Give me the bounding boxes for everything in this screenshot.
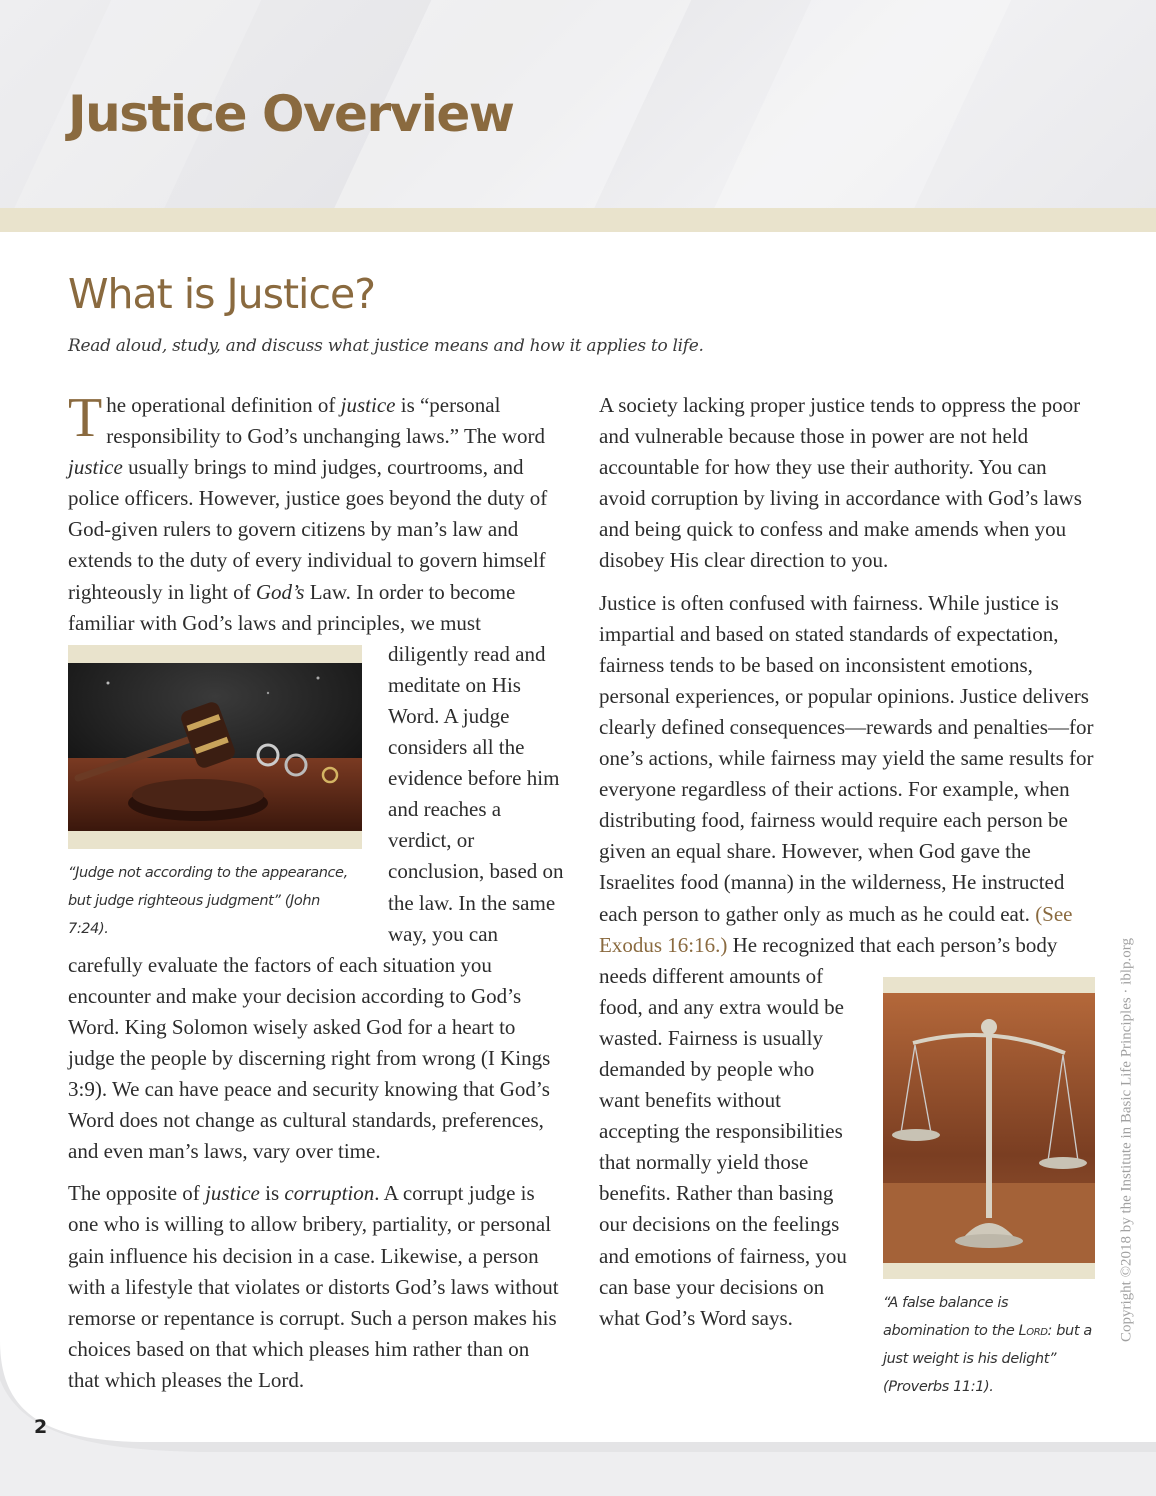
section-title: What is Justice?: [68, 270, 375, 318]
text-run: is “personal responsibility to God’s unchanging laws.” The word: [106, 393, 546, 449]
text-run: Law. In order to become familiar with God’s laws and principles, we: [68, 579, 516, 635]
emphasis: justice: [205, 1181, 260, 1206]
emphasis: corruption: [284, 1181, 375, 1206]
text-run: he operational definition of: [106, 393, 341, 417]
scripture-reference: (See Exodus 16:16.): [599, 901, 1073, 957]
gavel-image: [68, 663, 362, 831]
text-run: Justice is often confused with fairness. While justice is impartial and based on stated standards of expectation, fairness tends to be based on inconsistent emotions, personal experiences, or popular opinions. Justice delivers clearly defined consequences—rewards and penalties—for one’s actions, while fairness may yield the same results for everyone regardless of their actions. For example, when distributing food, fairness would require each person be given an equal share. However, when God gave the Israelites food (manna) in the wilderness, He instructed each person to gather only as much as he could eat.: [599, 590, 1094, 926]
footer-swoosh: [0, 1340, 1156, 1496]
text-run: Lord: [1018, 1322, 1048, 1339]
text-run: The opposite of: [68, 1181, 206, 1206]
paragraph: [68, 387, 565, 1167]
paragraph: [599, 588, 1095, 1395]
emphasis: justice: [340, 393, 396, 417]
section-subtitle: Read aloud, study, and discuss what justice means and how it applies to life.: [68, 336, 704, 356]
text-run: is: [259, 1181, 285, 1206]
text-run: usually brings to mind judges, courtrooms, and police officers. However, justice goes beyond the duty of God-given rulers to govern citizens by man’s law and extends to the duty of every individual to govern himself righteously in light of: [68, 455, 548, 604]
text-run: : but a just weight is his delight” (Proverbs 11:1).: [883, 1322, 1092, 1395]
page-number: 2: [34, 1416, 48, 1438]
header-facet: [690, 0, 1030, 208]
text-run: He recognized that each: [727, 932, 941, 957]
emphasis: God’s: [255, 579, 305, 604]
header-band: [0, 208, 1156, 232]
right-column: [599, 390, 1095, 1405]
gavel-figure: [68, 645, 362, 943]
text-run: . A corrupt judge is one who is willing to allow bribery, partiality, or personal gain influence his decision in a case. Likewise, a person with a lifestyle that violates or distorts God’s laws without remorse or repentance is corrupt. Such a person makes his choices based on that which pleases him rather than on that which pleases the Lord.: [68, 1181, 559, 1392]
image-frame: [68, 645, 362, 849]
figure-caption: “Judge not according to the appearance, but judge righteous judgment” (John 7:24).: [68, 864, 348, 937]
left-column: [68, 387, 565, 1407]
text-run: must diligently read and meditate on His Word. A judge considers all the evidence before him and reaches a verdict, or conclusion, based on the law. In the same way, you can carefully evaluate the factors of each situation you encounter and make your decision according to God’s Word. King Solomon wisely asked God for a heart to judge the people by discerning right from wrong (I Kings 3:9). We can have peace and security knowing that God’s Word does not change as cultural standards, preferences, and even man’s laws, vary over time.: [68, 610, 564, 1164]
scales-figure: [883, 977, 1095, 1401]
paragraph: A society lacking proper justice tends to oppress the poor and vulnerable because those in power are not held accountable for how they use their authority. You can avoid corruption by living in accordance with God’s laws and being quick to confess and make amends when you disobey His clear direction to you.: [599, 393, 1082, 573]
emphasis: justice: [68, 455, 123, 480]
text-run: “A false balance is abomination to the: [883, 1294, 1019, 1339]
page-title: Justice Overview: [68, 85, 514, 143]
copyright-notice: Copyright ©2018 by the Institute in Basic Life Principles · iblp.org: [1118, 938, 1135, 1342]
drop-cap: T: [68, 387, 103, 449]
image-frame: [883, 977, 1095, 1279]
scales-image: [883, 993, 1095, 1263]
text-run: person’s body needs different amounts of food, and any extra would be wasted. Fairness is usually demanded by people who want benefits without accepting the responsibilities that normally yield those benefits. Rather than basing our decisions on the feelings and emotions of fairness, you can base your decisions on what God’s Word says.: [599, 932, 1058, 1330]
